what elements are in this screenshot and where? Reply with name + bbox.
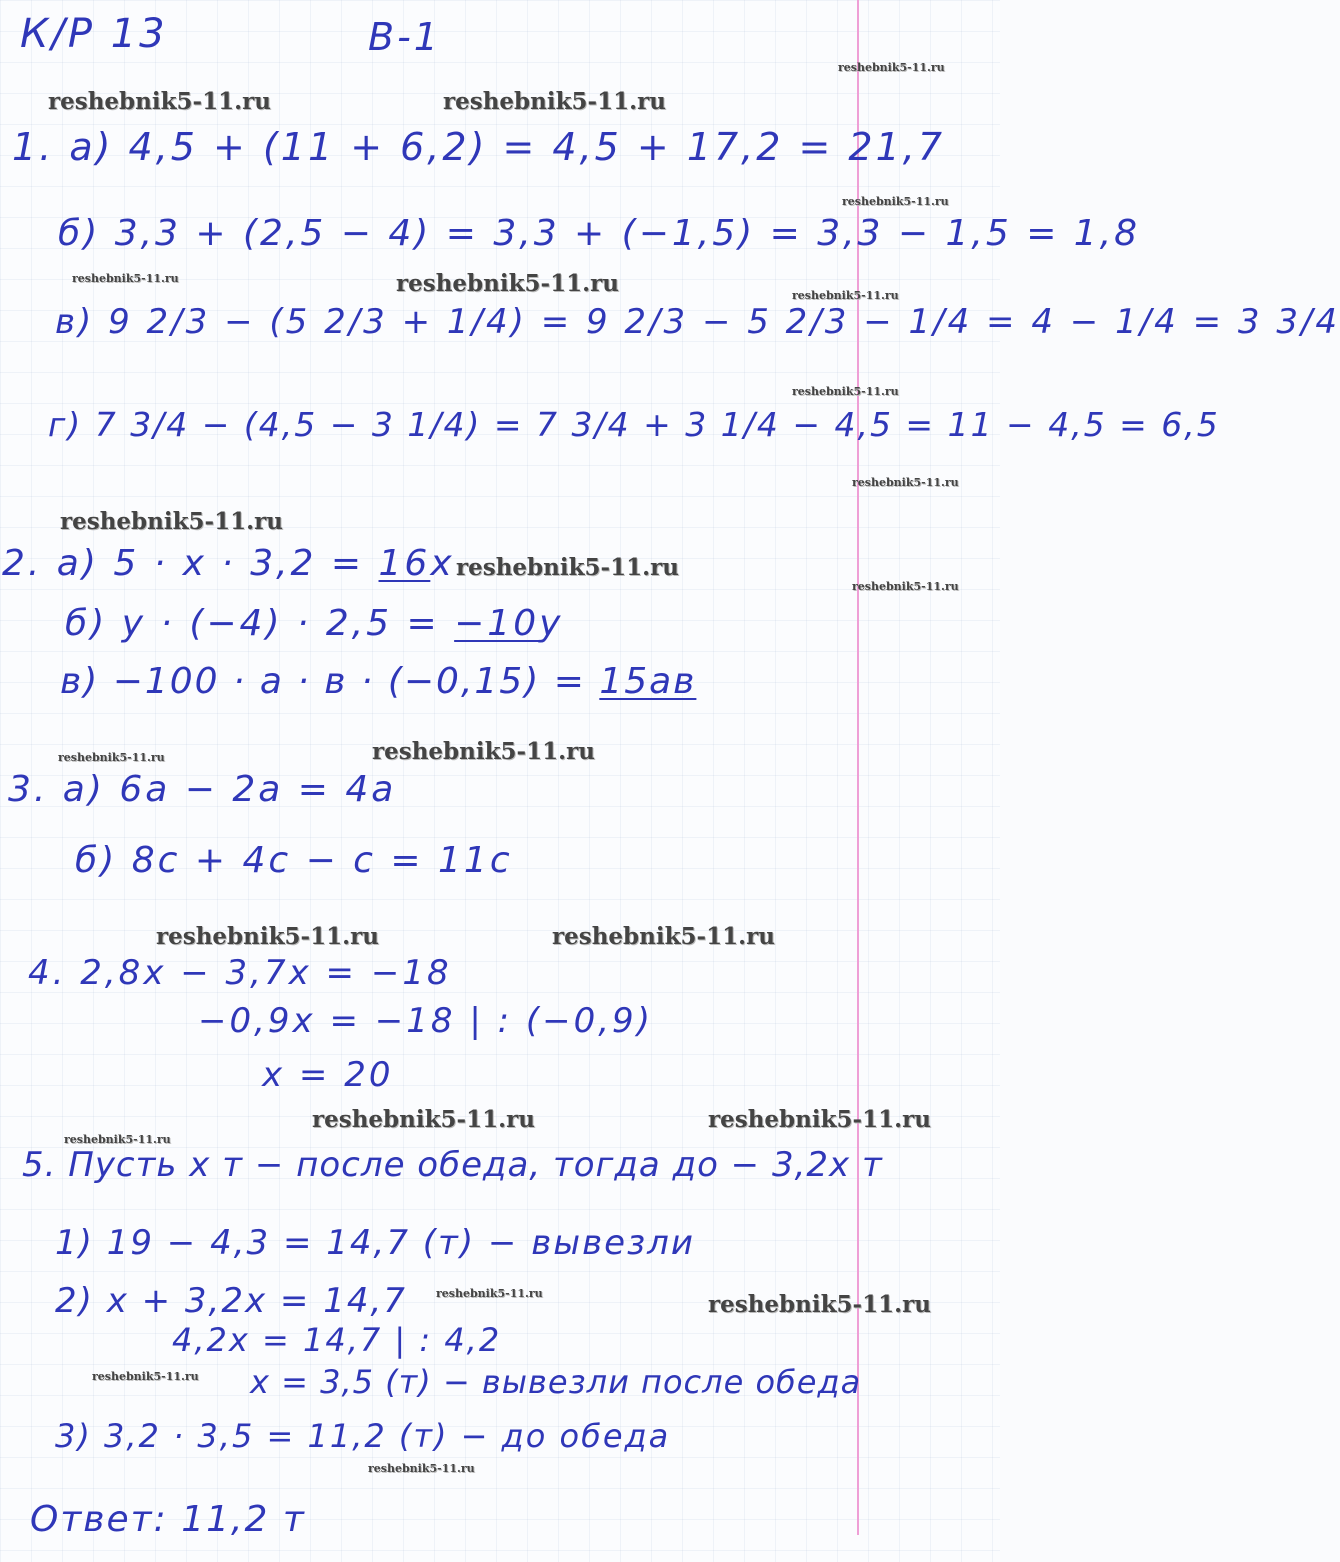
task1-g: г) 7 3/4 − (4,5 − 3 1/4) = 7 3/4 + 3 1/4 − 4,5 = 11 − 4,5 = 6,5 [48,405,1220,444]
task1-b: б) 3,3 + (2,5 − 4) = 3,3 + (−1,5) = 3,3 − 1,5 = 1,8 [58,213,1141,254]
task1-v: в) 9 2/3 − (5 2/3 + 1/4) = 9 2/3 − 5 2/3 − 1/4 = 4 − 1/4 = 3 3/4 [55,302,1340,342]
watermark: reshebnik5-11.ru [838,61,945,74]
test-title: К/Р 13 [20,11,168,57]
task2-b-expr: б) y · (−4) · 2,5 = [65,603,455,644]
task4-line1: 4. 2,8x − 3,7x = −18 [28,953,452,993]
watermark: reshebnik5-11.ru [456,554,679,581]
task2-v-result: 15aв [599,661,697,702]
task2-b [65,603,564,644]
task5-step3: 3) 3,2 · 3,5 = 11,2 (т) − до обеда [55,1417,671,1455]
watermark: reshebnik5-11.ru [64,1133,171,1146]
task5-step1: 1) 19 − 4,3 = 14,7 (т) − вывезли [55,1223,695,1263]
watermark: reshebnik5-11.ru [852,580,959,593]
watermark: reshebnik5-11.ru [792,385,899,398]
task5-step2: 2) x + 3,2x = 14,7 [55,1281,407,1321]
watermark: reshebnik5-11.ru [708,1106,931,1133]
task2-a-expr: 2. а) 5 · x · 3,2 = [2,543,379,584]
task1-a: 1. а) 4,5 + (11 + 6,2) = 4,5 + 17,2 = 21,7 [12,125,946,169]
task5-intro: 5. Пусть x т − после обеда, тогда до − 3,2x т [22,1145,883,1185]
task2-a [2,543,455,584]
task4-line3: x = 20 [262,1055,394,1095]
variant-label: В-1 [368,15,441,59]
task2-v-expr: в) −100 · a · в · (−0,15) = [60,661,600,702]
task2-v [60,661,697,702]
task2-b-var: y [539,603,564,644]
watermark: reshebnik5-11.ru [552,923,775,950]
task4-line2: −0,9x = −18 | : (−0,9) [198,1001,653,1041]
watermark: reshebnik5-11.ru [92,1370,199,1383]
watermark: reshebnik5-11.ru [58,751,165,764]
watermark: reshebnik5-11.ru [842,195,949,208]
task5-step2b: 4,2x = 14,7 | : 4,2 [172,1321,502,1359]
watermark: reshebnik5-11.ru [852,476,959,489]
task2-a-coef: 16 [378,543,431,584]
watermark: reshebnik5-11.ru [436,1287,543,1300]
watermark: reshebnik5-11.ru [443,88,666,115]
watermark: reshebnik5-11.ru [792,289,899,302]
watermark: reshebnik5-11.ru [156,923,379,950]
watermark: reshebnik5-11.ru [372,738,595,765]
task3-a: 3. а) 6a − 2a = 4a [8,769,397,810]
watermark: reshebnik5-11.ru [312,1106,535,1133]
watermark: reshebnik5-11.ru [48,88,271,115]
task2-a-var: x [430,543,455,584]
task2-b-coef: −10 [454,603,540,644]
watermark: reshebnik5-11.ru [60,508,283,535]
task5-step2c: x = 3,5 (т) − вывезли после обеда [250,1363,862,1401]
watermark: reshebnik5-11.ru [72,272,179,285]
task5-answer: Ответ: 11,2 т [30,1499,306,1540]
watermark: reshebnik5-11.ru [368,1462,475,1475]
watermark: reshebnik5-11.ru [708,1291,931,1318]
watermark: reshebnik5-11.ru [396,270,619,297]
task3-b: б) 8c + 4c − c = 11c [75,840,513,881]
